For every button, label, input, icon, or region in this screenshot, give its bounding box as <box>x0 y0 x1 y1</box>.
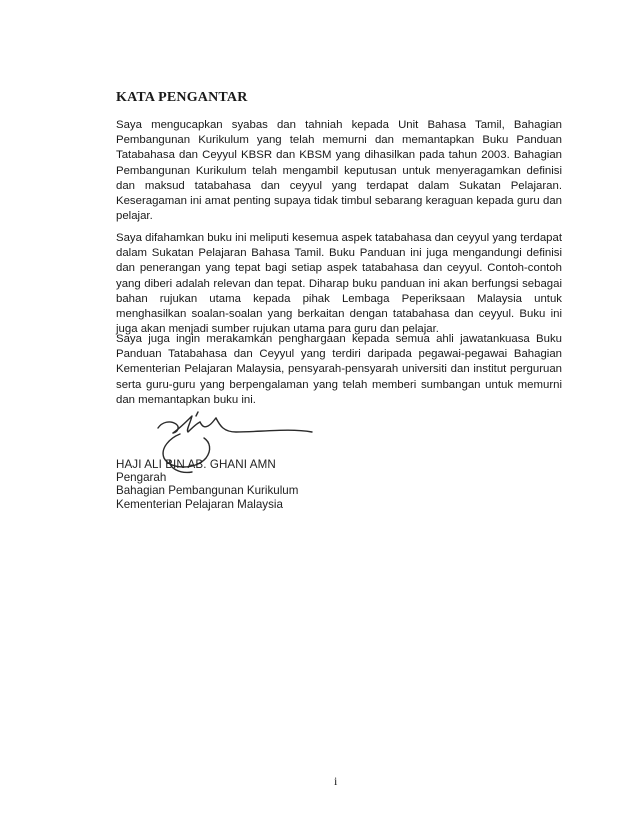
page-number: i <box>334 774 338 788</box>
paragraph-3: Saya juga ingin merakamkan penghargaan kepada semua ahli jawatankuasa Buku Panduan Tatabahasa dan Ceyyul yang terdiri daripada pegawai-pegawai Bahagian Kementerian Pelajaran Malaysia, pensyarah-pensyarah universiti dan institut perguruan serta guru-guru yang berpengalaman yang telah memberi sumbangan untuk memurni dan memantapkan buku ini. <box>116 333 562 406</box>
document-heading: KATA PENGANTAR <box>116 90 248 105</box>
signatory-division: Bahagian Pembangunan Kurikulum <box>116 484 299 498</box>
paragraph-2: Saya difahamkan buku ini meliputi kesemua aspek tatabahasa dan ceyyul yang terdapat dalam Sukatan Pelajaran Bahasa Tamil. Buku Panduan ini juga mengandungi definisi dan penerangan yang tepat bagi setiap aspek tatabahasa dan ceyyul. Contoh-contoh yang diberi adalah relevan dan tepat. Diharap buku panduan ini akan berfungsi sebagai bahan rujukan utama kepada pihak Lembaga Peperiksaan Malaysia untuk menghasilkan soalan-soalan yang berkaitan dengan tatabahasa dan ceyyul. Buku ini juga akan menjadi sumber rujukan utama para guru dan pelajar. <box>116 232 562 336</box>
signatory-name: HAJI ALI BIN AB. GHANI AMN <box>116 458 276 471</box>
signatory-block <box>116 458 298 511</box>
paragraph-1: Saya mengucapkan syabas dan tahniah kepada Unit Bahasa Tamil, Bahagian Pembangunan Kurikulum yang telah memurni dan memantapkan Buku Panduan Tatabahasa dan Ceyyul KBSR dan KBSM yang dihasilkan pada tahun 2003. Bahagian Pembangunan Kurikulum telah mengambil keputusan untuk menyeragamkan definisi dan maksud tatabahasa dan ceyyul yang terdapat dalam Sukatan Pelajaran. Keseragaman ini amat penting supaya tidak timbul sebarang keraguan kepada guru dan pelajar. <box>116 119 562 223</box>
signatory-title: Pengarah <box>116 471 167 485</box>
signatory-ministry: Kementerian Pelajaran Malaysia <box>116 497 283 511</box>
